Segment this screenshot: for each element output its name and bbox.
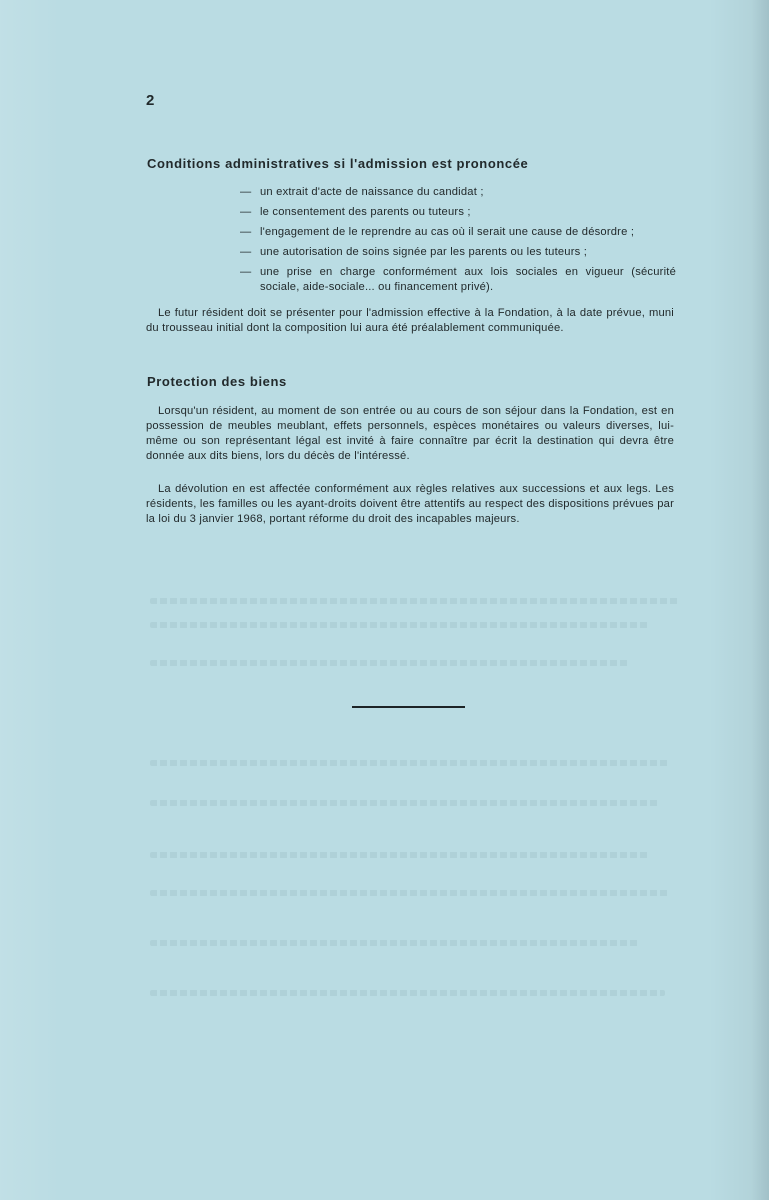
list-dash: — — [240, 206, 252, 218]
list-item-text: le consentement des parents ou tuteurs ; — [260, 206, 471, 218]
bleed-through-mark — [150, 990, 665, 996]
bleed-through-mark — [150, 940, 640, 946]
page-edge-shadow — [751, 0, 769, 1200]
admission-heading: Conditions administratives si l'admission est prononcée — [147, 156, 529, 171]
bleed-through-mark — [150, 760, 670, 766]
page-number: 2 — [146, 92, 155, 109]
list-item-text: une autorisation de soins signée par les parents ou les tuteurs ; — [260, 246, 588, 258]
protection-heading: Protection des biens — [147, 374, 287, 389]
list-item — [240, 245, 676, 260]
bleed-through-mark — [150, 660, 630, 666]
list-item — [240, 265, 676, 295]
admission-requirements-list — [240, 185, 676, 300]
bleed-through-mark — [150, 622, 650, 628]
list-item — [240, 205, 676, 220]
admission-paragraph: Le futur résident doit se présenter pour l'admission effective à la Fondation, à la date prévue, muni du trousseau initial dont la composition lui aura été préalablement communiquée. — [146, 307, 674, 334]
bleed-through-mark — [150, 800, 660, 806]
list-item-text: une prise en charge conformément aux lois sociales en vigueur (sécurité sociale, aide-sociale... ou financement privé). — [260, 266, 676, 293]
list-dash: — — [240, 266, 252, 278]
bleed-through-mark — [150, 890, 670, 896]
protection-paragraph-1: Lorsqu'un résident, au moment de son entrée ou au cours de son séjour dans la Fondation, est en possession de meubles meublant, effets personnels, espèces monétaires ou valeurs diverses, lui-même ou son représentant légal est invité à faire connaître par écrit la destination qui devra être donnée aux dits biens, lors du décès de l'intéressé. — [146, 405, 674, 462]
closing-rule — [352, 706, 465, 708]
list-item — [240, 225, 676, 240]
bleed-through-mark — [150, 852, 650, 858]
list-item — [240, 185, 676, 200]
bleed-through-mark — [150, 598, 680, 604]
list-dash: — — [240, 186, 252, 198]
list-dash: — — [240, 226, 252, 238]
list-item-text: un extrait d'acte de naissance du candidat ; — [260, 186, 484, 198]
protection-paragraph-2: La dévolution en est affectée conformément aux règles relatives aux successions et aux legs. Les résidents, les familles ou les ayant-droits doivent être attentifs au respect des dispositions prévues par la loi du 3 janvier 1968, portant réforme du droit des incapables majeurs. — [146, 483, 674, 525]
list-item-text: l'engagement de le reprendre au cas où il serait une cause de désordre ; — [260, 226, 635, 238]
list-dash: — — [240, 246, 252, 258]
